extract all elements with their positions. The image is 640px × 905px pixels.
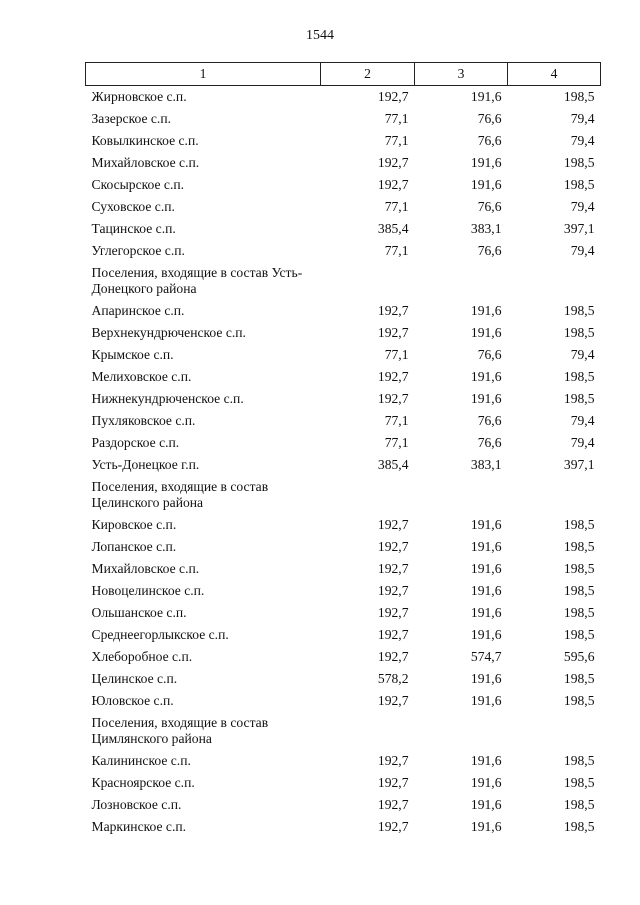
value-cell-col2: 77,1	[384, 413, 409, 428]
value-cell-col4: 79,4	[570, 413, 595, 428]
value-cell-col2: 192,7	[377, 303, 409, 318]
value-cell-col2: 192,7	[377, 797, 409, 812]
value-cell-col3	[415, 712, 508, 750]
value-cell-col4	[508, 262, 601, 300]
column-header-4: 4	[508, 63, 601, 86]
value-cell-col2: 192,7	[377, 819, 409, 834]
value-cell-col2: 77,1	[384, 435, 409, 450]
value-cell-col2: 192,7	[377, 775, 409, 790]
value-cell-col4: 198,5	[563, 391, 595, 406]
value-cell-col4: 198,5	[563, 517, 595, 532]
value-cell-col2: 77,1	[384, 111, 409, 126]
table-row	[86, 454, 601, 476]
value-cell-col3: 191,6	[470, 819, 502, 834]
value-cell-col4: 198,5	[563, 539, 595, 554]
value-cell-col2: 578,2	[377, 671, 409, 686]
settlement-name: Красноярское с.п.	[91, 775, 195, 790]
table-row	[86, 322, 601, 344]
section-heading-row	[86, 712, 601, 750]
value-cell-col4: 198,5	[563, 605, 595, 620]
settlement-name: Хлеборобное с.п.	[91, 649, 193, 664]
column-header-2: 2	[321, 63, 415, 86]
value-cell-col3: 76,6	[477, 243, 502, 258]
value-cell-col2: 192,7	[377, 627, 409, 642]
table-body	[86, 86, 601, 839]
value-cell-col2: 192,7	[377, 561, 409, 576]
value-cell-col3: 191,6	[470, 369, 502, 384]
table-row	[86, 410, 601, 432]
header-row	[86, 63, 601, 86]
value-cell-col3: 191,6	[470, 155, 502, 170]
settlement-name: Юловское с.п.	[91, 693, 174, 708]
table-row	[86, 432, 601, 454]
settlement-name: Верхнекундрюченское с.п.	[91, 325, 246, 340]
value-cell-col2: 192,7	[377, 583, 409, 598]
settlement-name: Апаринское с.п.	[91, 303, 185, 318]
settlement-name: Михайловское с.п.	[91, 561, 200, 576]
table-row	[86, 646, 601, 668]
table-row	[86, 816, 601, 838]
value-cell-col4: 198,5	[563, 797, 595, 812]
value-cell-col2: 192,7	[377, 693, 409, 708]
value-cell-col4: 198,5	[563, 561, 595, 576]
value-cell-col2: 77,1	[384, 347, 409, 362]
value-cell-col2: 192,7	[377, 177, 409, 192]
value-cell-col4: 79,4	[570, 133, 595, 148]
value-cell-col2: 192,7	[377, 325, 409, 340]
value-cell-col3: 383,1	[470, 457, 502, 472]
value-cell-col2: 192,7	[377, 155, 409, 170]
value-cell-col3: 76,6	[477, 199, 502, 214]
table-row	[86, 152, 601, 174]
value-cell-col3: 191,6	[470, 583, 502, 598]
table-header	[86, 63, 601, 86]
value-cell-col3: 191,6	[470, 797, 502, 812]
value-cell-col3: 191,6	[470, 517, 502, 532]
value-cell-col3: 191,6	[470, 561, 502, 576]
value-cell-col3	[415, 476, 508, 514]
value-cell-col2: 385,4	[377, 221, 409, 236]
table-row	[86, 196, 601, 218]
value-cell-col4: 198,5	[563, 775, 595, 790]
settlement-name: Ольшанское с.п.	[91, 605, 187, 620]
value-cell-col4	[508, 476, 601, 514]
table-row	[86, 174, 601, 196]
value-cell-col4: 79,4	[570, 435, 595, 450]
value-cell-col3: 191,6	[470, 89, 502, 104]
table-row	[86, 580, 601, 602]
value-cell-col2: 192,7	[377, 539, 409, 554]
value-cell-col2	[321, 476, 415, 514]
table-row	[86, 750, 601, 772]
value-cell-col3: 191,6	[470, 671, 502, 686]
section-heading: Поселения, входящие в состав Усть-Донецкого района	[91, 265, 303, 296]
table-row	[86, 300, 601, 322]
value-cell-col2	[321, 712, 415, 750]
settlement-name: Новоцелинское с.п.	[91, 583, 205, 598]
settlement-name: Пухляковское с.п.	[91, 413, 196, 428]
table-row	[86, 218, 601, 240]
value-cell-col3	[415, 262, 508, 300]
value-cell-col3: 383,1	[470, 221, 502, 236]
value-cell-col4: 198,5	[563, 627, 595, 642]
page-number: 1544	[306, 28, 334, 43]
settlement-name: Тацинское с.п.	[91, 221, 176, 236]
value-cell-col2: 192,7	[377, 753, 409, 768]
value-cell-col4: 198,5	[563, 325, 595, 340]
settlement-name: Нижнекундрюченское с.п.	[91, 391, 244, 406]
table-row	[86, 388, 601, 410]
table-row	[86, 514, 601, 536]
table-row	[86, 690, 601, 712]
value-cell-col3: 76,6	[477, 111, 502, 126]
value-cell-col2: 77,1	[384, 199, 409, 214]
section-heading: Поселения, входящие в состав Цимлянского района	[91, 715, 269, 746]
value-cell-col4: 198,5	[563, 155, 595, 170]
settlement-name: Крымское с.п.	[91, 347, 174, 362]
table-row	[86, 668, 601, 690]
settlement-name: Раздорское с.п.	[91, 435, 180, 450]
value-cell-col4: 79,4	[570, 111, 595, 126]
settlement-name: Усть-Донецкое г.п.	[91, 457, 200, 472]
table-row	[86, 344, 601, 366]
value-cell-col4: 79,4	[570, 243, 595, 258]
table-row	[86, 558, 601, 580]
settlement-name: Жирновское с.п.	[91, 89, 187, 104]
value-cell-col3: 191,6	[470, 539, 502, 554]
value-cell-col2: 77,1	[384, 243, 409, 258]
table-row	[86, 130, 601, 152]
table-row	[86, 624, 601, 646]
table-row	[86, 772, 601, 794]
allocation-table	[85, 62, 601, 838]
value-cell-col3: 76,6	[477, 413, 502, 428]
settlement-name: Лозновское с.п.	[91, 797, 182, 812]
value-cell-col4: 198,5	[563, 369, 595, 384]
value-cell-col2: 192,7	[377, 649, 409, 664]
value-cell-col4	[508, 712, 601, 750]
value-cell-col4: 198,5	[563, 303, 595, 318]
table-row	[86, 86, 601, 109]
settlement-name: Ковылкинское с.п.	[91, 133, 199, 148]
value-cell-col3: 191,6	[470, 391, 502, 406]
settlement-name: Среднеегорлыкское с.п.	[91, 627, 229, 642]
settlement-name: Скосырское с.п.	[91, 177, 185, 192]
value-cell-col3: 574,7	[470, 649, 502, 664]
value-cell-col2	[321, 262, 415, 300]
settlement-name: Целинское с.п.	[91, 671, 178, 686]
column-header-3: 3	[415, 63, 508, 86]
settlement-name: Зазерское с.п.	[91, 111, 171, 126]
section-heading: Поселения, входящие в состав Целинского района	[91, 479, 269, 510]
value-cell-col3: 76,6	[477, 133, 502, 148]
value-cell-col4: 198,5	[563, 753, 595, 768]
value-cell-col3: 76,6	[477, 435, 502, 450]
value-cell-col2: 192,7	[377, 517, 409, 532]
settlement-name: Мелиховское с.п.	[91, 369, 192, 384]
table-row	[86, 536, 601, 558]
table-row	[86, 240, 601, 262]
value-cell-col2: 192,7	[377, 391, 409, 406]
value-cell-col2: 192,7	[377, 605, 409, 620]
value-cell-col4: 397,1	[563, 457, 595, 472]
value-cell-col3: 191,6	[470, 693, 502, 708]
value-cell-col3: 191,6	[470, 627, 502, 642]
value-cell-col3: 191,6	[470, 325, 502, 340]
table-row	[86, 602, 601, 624]
value-cell-col4: 79,4	[570, 347, 595, 362]
value-cell-col3: 76,6	[477, 347, 502, 362]
value-cell-col3: 191,6	[470, 775, 502, 790]
settlement-name: Калининское с.п.	[91, 753, 191, 768]
value-cell-col4: 79,4	[570, 199, 595, 214]
value-cell-col3: 191,6	[470, 177, 502, 192]
value-cell-col4: 198,5	[563, 671, 595, 686]
table-row	[86, 366, 601, 388]
settlement-name: Суховское с.п.	[91, 199, 175, 214]
value-cell-col3: 191,6	[470, 303, 502, 318]
table-row	[86, 794, 601, 816]
value-cell-col2: 385,4	[377, 457, 409, 472]
table-row	[86, 108, 601, 130]
value-cell-col2: 77,1	[384, 133, 409, 148]
settlement-name: Лопанское с.п.	[91, 539, 177, 554]
value-cell-col4: 198,5	[563, 819, 595, 834]
value-cell-col2: 192,7	[377, 369, 409, 384]
section-heading-row	[86, 476, 601, 514]
value-cell-col3: 191,6	[470, 753, 502, 768]
value-cell-col4: 595,6	[563, 649, 595, 664]
value-cell-col3: 191,6	[470, 605, 502, 620]
settlement-name: Углегорское с.п.	[91, 243, 185, 258]
settlement-name: Михайловское с.п.	[91, 155, 200, 170]
value-cell-col4: 198,5	[563, 89, 595, 104]
settlement-name: Маркинское с.п.	[91, 819, 187, 834]
column-header-1: 1	[86, 63, 321, 86]
value-cell-col4: 198,5	[563, 177, 595, 192]
value-cell-col2: 192,7	[377, 89, 409, 104]
value-cell-col4: 198,5	[563, 693, 595, 708]
settlement-name: Кировское с.п.	[91, 517, 177, 532]
value-cell-col4: 397,1	[563, 221, 595, 236]
value-cell-col4: 198,5	[563, 583, 595, 598]
section-heading-row	[86, 262, 601, 300]
